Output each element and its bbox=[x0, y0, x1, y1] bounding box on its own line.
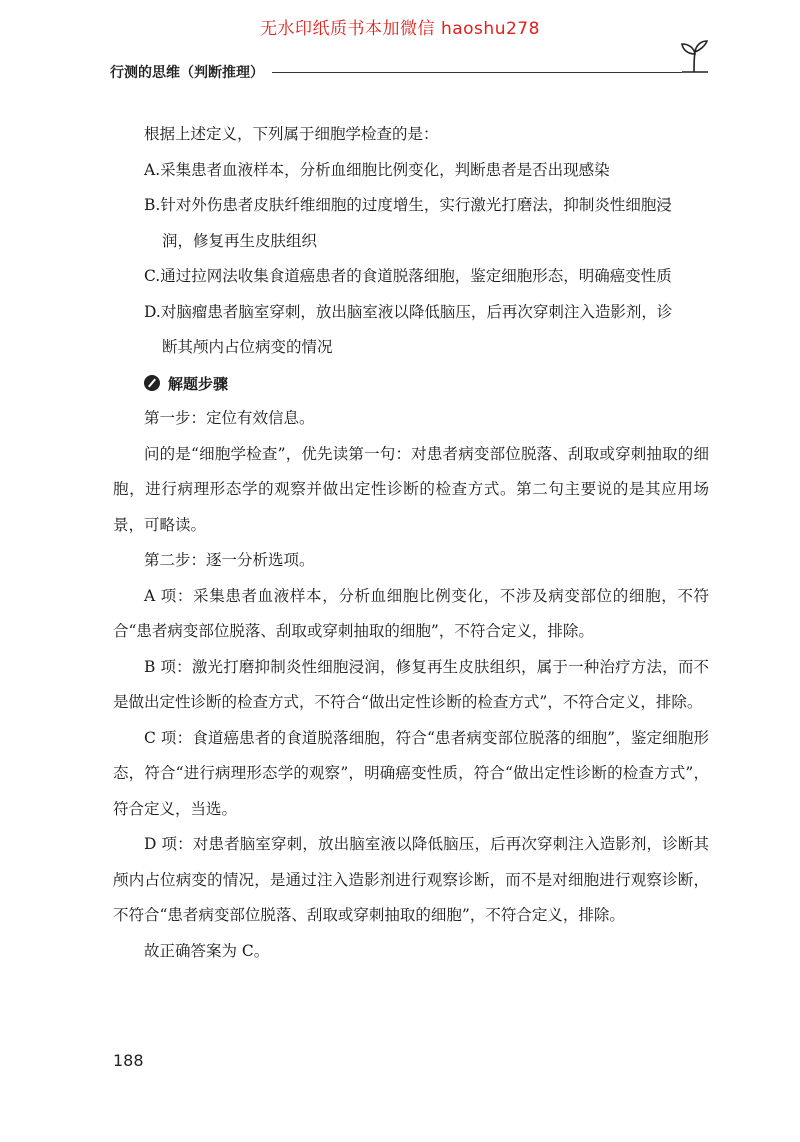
analysis-a: A 项：采集患者血液样本，分析血细胞比例变化，不涉及病变部位的细胞，不符合“患者病变部位脱落、刮取或穿刺抽取的细胞”，不符合定义，排除。 bbox=[113, 586, 709, 640]
page-number: 188 bbox=[113, 1051, 144, 1070]
analysis-c: C 项：食道癌患者的食道脱落细胞，符合“患者病变部位脱落的细胞”，鉴定细胞形态，符合“进行病理形态学的观察”，明确癌变性质，符合“做出定性诊断的检查方式”，符合定义，当选。 bbox=[113, 728, 709, 818]
option-b bbox=[113, 188, 709, 259]
option-label: B. bbox=[144, 196, 161, 214]
option-label: D. bbox=[144, 302, 161, 321]
option-label: A. bbox=[144, 160, 161, 179]
sprout-icon bbox=[674, 38, 714, 78]
option-text-continued: 断其颅内占位病变的情况 bbox=[162, 338, 333, 356]
pen-icon bbox=[144, 375, 160, 391]
option-text: 采集患者血液样本，分析血细胞比例变化，判断患者是否出现感染 bbox=[160, 160, 610, 179]
final-answer: 故正确答案为 C。 bbox=[144, 941, 270, 960]
step-two: 第二步：逐一分析选项。 bbox=[144, 551, 315, 569]
solution-heading bbox=[113, 366, 709, 402]
running-header: 行测的思维（判断推理） bbox=[110, 65, 264, 81]
analysis-d: D 项：对患者脑室穿刺，放出脑室液以降低脑压，后再次穿刺注入造影剂，诊断其颅内占位病变的情况，是通过注入造影剂进行观察诊断，而不是对细胞进行观察诊断，不符合“患者病变部位脱落、刮取或穿刺抽取的细胞”，不符合定义，排除。 bbox=[113, 835, 709, 924]
option-text: 通过拉网法收集食道癌患者的食道脱落细胞，鉴定细胞形态，明确癌变性质 bbox=[160, 267, 672, 285]
page-content bbox=[113, 117, 709, 969]
solution-heading-label: 解题步骤 bbox=[168, 374, 229, 393]
option-c bbox=[113, 259, 709, 295]
option-label: C. bbox=[144, 267, 161, 285]
step-one-text: 问的是“细胞学检查”，优先读第一句：对患者病变部位脱落、刮取或穿刺抽取的细胞，进行病理形态学的观察并做出定性诊断的检查方式。第二句主要说的是其应用场景，可略读。 bbox=[113, 444, 709, 534]
question-stem: 根据上述定义，下列属于细胞学检查的是： bbox=[144, 125, 439, 143]
option-text-continued: 润，修复再生皮肤组织 bbox=[162, 231, 318, 250]
analysis-b: B 项：激光打磨抑制炎性细胞浸润，修复再生皮肤组织，属于一种治疗方法，而不是做出定性诊断的检查方式，不符合“做出定性诊断的检查方式”，不符合定义，排除。 bbox=[113, 657, 709, 711]
option-a bbox=[113, 153, 709, 189]
watermark-text: 无水印纸质书本加微信 haoshu278 bbox=[260, 19, 540, 39]
option-text: 针对外伤患者皮肤纤维细胞的过度增生，实行激光打磨法，抑制炎性细胞浸 bbox=[160, 196, 672, 214]
step-one: 第一步：定位有效信息。 bbox=[144, 409, 315, 427]
header-rule bbox=[272, 72, 682, 73]
option-text: 对脑瘤患者脑室穿刺，放出脑室液以降低脑压，后再次穿刺注入造影剂，诊 bbox=[160, 302, 673, 321]
option-d bbox=[113, 295, 709, 366]
